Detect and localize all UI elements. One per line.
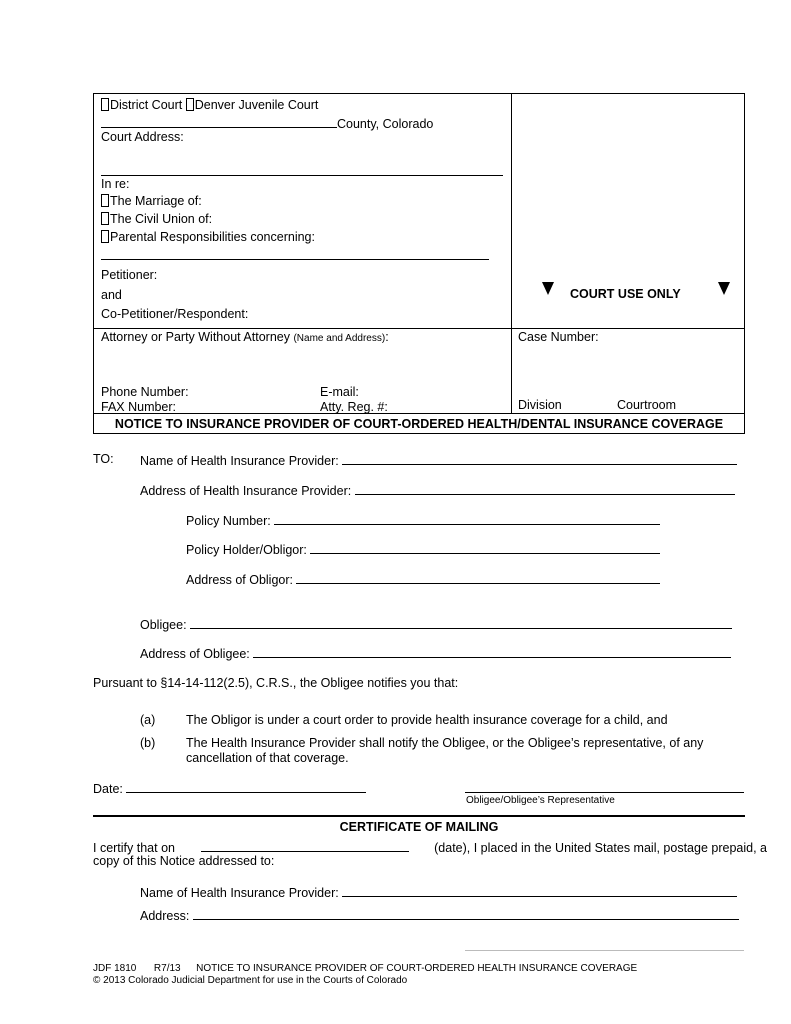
county-row	[101, 115, 433, 131]
parental-row	[101, 230, 315, 244]
cert-address-field[interactable]	[193, 907, 739, 920]
to-label: TO:	[93, 452, 114, 466]
parental-label: Parental Responsibilities concerning:	[110, 230, 315, 244]
footer-copyright: © 2013 Colorado Judicial Department for use in the Courts of Colorado	[93, 975, 408, 986]
provider-name-field[interactable]	[342, 452, 737, 465]
obligee-field[interactable]	[190, 616, 732, 629]
policy-holder-field[interactable]	[310, 541, 660, 554]
item-b-line-1: The Health Insurance Provider shall notify the Obligee, or the Obligee’s representative, of any	[186, 736, 704, 750]
phone-label: Phone Number:	[101, 385, 189, 399]
item-b-line-2: cancellation of that coverage.	[186, 751, 349, 765]
certify-line-2: copy of this Notice addressed to:	[93, 854, 275, 868]
policy-number-row	[186, 512, 660, 528]
footer-line-1	[93, 963, 637, 974]
division-label: Division	[518, 398, 562, 412]
district-court-label: District Court	[110, 98, 183, 112]
civil-union-row	[101, 212, 212, 226]
certificate-divider	[93, 815, 745, 817]
obligee-address-row	[140, 645, 731, 661]
court-use-only: COURT USE ONLY	[570, 287, 681, 301]
civil-union-label: The Civil Union of:	[110, 212, 213, 226]
marriage-label: The Marriage of:	[110, 194, 202, 208]
courtroom-label: Courtroom	[617, 398, 677, 412]
item-a-text: The Obligor is under a court order to provide health insurance coverage for a child, and	[186, 713, 668, 727]
parental-checkbox[interactable]	[101, 230, 109, 243]
co-petitioner-label: Co-Petitioner/Respondent:	[101, 307, 249, 321]
certify-end: (date), I placed in the United States mail, postage prepaid, a	[434, 841, 767, 855]
obligee-address-field[interactable]	[253, 645, 731, 658]
policy-holder-label: Policy Holder/Obligor:	[186, 543, 307, 557]
attorney-label-row	[101, 330, 389, 344]
triangle-down-icon	[542, 282, 554, 295]
policy-holder-row	[186, 541, 660, 557]
provider-address-label: Address of Health Insurance Provider:	[140, 484, 352, 498]
triangle-down-icon	[718, 282, 730, 295]
district-court-checkbox[interactable]	[101, 98, 109, 111]
obligee-row	[140, 616, 732, 632]
obligor-address-label: Address of Obligor:	[186, 573, 293, 587]
item-a-marker: (a)	[140, 713, 156, 727]
and-label: and	[101, 288, 122, 302]
court-address-label: Court Address:	[101, 130, 184, 144]
cert-provider-label: Name of Health Insurance Provider:	[140, 886, 339, 900]
date-label: Date:	[93, 782, 123, 796]
mailing-date-field[interactable]	[201, 839, 409, 852]
provider-name-row	[140, 452, 737, 468]
policy-number-field[interactable]	[274, 512, 660, 525]
certify-row	[93, 839, 767, 855]
cert-address-row	[140, 907, 739, 923]
signature-caption: Obligee/Obligee’s Representative	[466, 795, 615, 806]
cert-provider-field[interactable]	[342, 884, 737, 897]
attorney-colon: :	[385, 330, 389, 344]
attorney-label: Attorney or Party Without Attorney	[101, 330, 290, 344]
provider-address-field[interactable]	[355, 482, 735, 495]
cert-provider-row	[140, 884, 737, 900]
court-type-row	[101, 98, 318, 112]
county-field[interactable]	[101, 115, 337, 128]
obligee-label: Obligee:	[140, 618, 187, 632]
parties-field[interactable]	[101, 259, 489, 260]
civil-union-checkbox[interactable]	[101, 212, 109, 225]
footer-form-id: JDF 1810	[93, 963, 137, 974]
footer-form-name: NOTICE TO INSURANCE PROVIDER OF COURT-ORDERED HEALTH INSURANCE COVERAGE	[196, 963, 638, 974]
certify-start: I certify that on	[93, 841, 175, 855]
provider-name-label: Name of Health Insurance Provider:	[140, 454, 339, 468]
date-field[interactable]	[126, 780, 366, 793]
marriage-checkbox[interactable]	[101, 194, 109, 207]
mailing-signature-field[interactable]	[465, 950, 744, 951]
policy-number-label: Policy Number:	[186, 514, 271, 528]
juvenile-court-checkbox[interactable]	[186, 98, 194, 111]
court-address-field[interactable]	[101, 175, 503, 176]
obligor-address-field[interactable]	[296, 571, 660, 584]
fax-label: FAX Number:	[101, 400, 177, 414]
obligor-address-row	[186, 571, 660, 587]
certificate-title: CERTIFICATE OF MAILING	[339, 820, 499, 834]
case-number-label: Case Number:	[518, 330, 599, 344]
atty-reg-label: Atty. Reg. #:	[320, 400, 388, 414]
in-re-label: In re:	[101, 177, 130, 191]
form-title: NOTICE TO INSURANCE PROVIDER OF COURT-ORDERED HEALTH/DENTAL INSURANCE COVERAGE	[114, 417, 724, 431]
email-label: E-mail:	[320, 385, 359, 399]
date-row	[93, 780, 366, 796]
juvenile-court-label: Denver Juvenile Court	[194, 98, 319, 112]
cert-address-label: Address:	[140, 909, 190, 923]
marriage-row	[101, 194, 202, 208]
signature-field[interactable]	[465, 792, 744, 793]
attorney-sub-label: (Name and Address)	[293, 333, 386, 344]
footer-revision: R7/13	[153, 963, 181, 974]
item-b-marker: (b)	[140, 736, 156, 750]
provider-address-row	[140, 482, 735, 498]
obligee-address-label: Address of Obligee:	[140, 647, 250, 661]
petitioner-label: Petitioner:	[101, 268, 158, 282]
county-suffix: County, Colorado	[337, 117, 434, 131]
pursuant-text: Pursuant to §14-14-112(2.5), C.R.S., the Obligee notifies you that:	[93, 676, 459, 690]
